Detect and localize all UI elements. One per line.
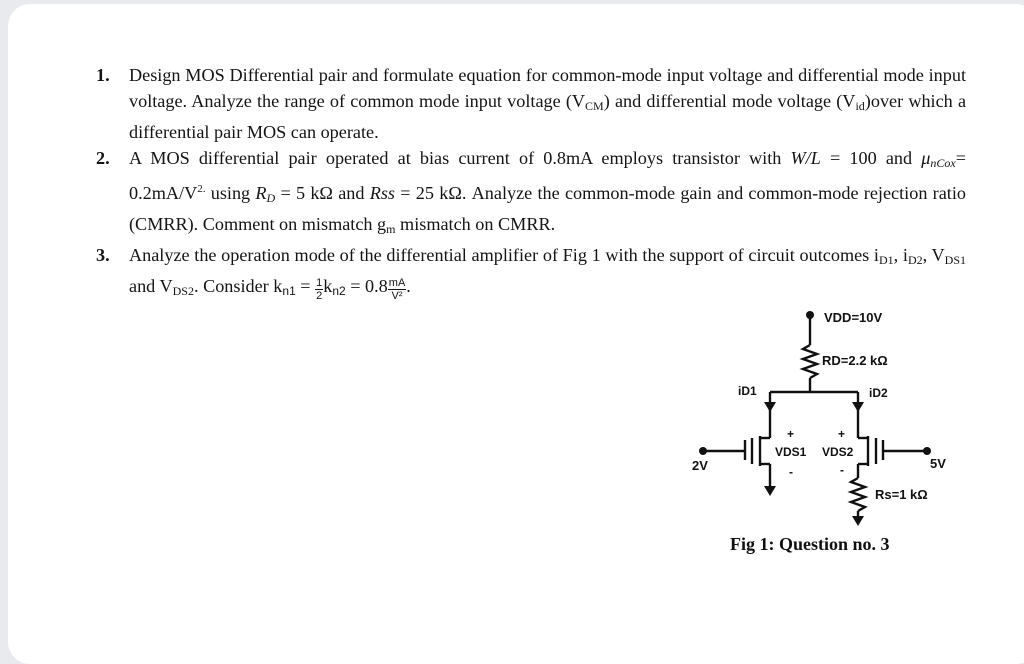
question-text: = 0.2mA/V	[129, 148, 967, 203]
figure-caption: Fig 1: Question no. 3	[730, 534, 890, 554]
question-text: .	[406, 276, 411, 296]
question-text: = 5 kΩ and	[280, 183, 365, 203]
question-number: 2.	[96, 148, 110, 168]
subscript: n1	[282, 284, 296, 298]
arrow-shafts	[770, 395, 858, 404]
question-text: = 0.8	[350, 276, 388, 296]
vin1-label: 2V	[692, 458, 708, 473]
question-text: = 100 and	[830, 148, 913, 168]
vds1-label: VDS1	[775, 445, 807, 459]
subscript: D	[266, 191, 276, 205]
question-text: . Consider k	[193, 276, 283, 296]
subscript: DS1	[944, 253, 967, 267]
fraction-numerator: mA	[388, 277, 406, 289]
vin1-terminal	[699, 447, 707, 455]
subscript: D2	[907, 253, 923, 267]
wl-symbol: W/L	[790, 148, 821, 168]
rd-resistor	[803, 345, 817, 378]
rd-label: RD=2.2 kΩ	[822, 353, 888, 368]
subscript: D1	[878, 253, 894, 267]
ground-arrow-icon	[852, 516, 864, 526]
vdd-terminal	[806, 311, 814, 319]
fraction-denominator: V²	[391, 290, 403, 302]
id1-label: iD1	[738, 384, 757, 398]
question-text: mismatch on CMRR.	[400, 214, 556, 234]
question-text: )over which a differential pair MOS can operate.	[129, 91, 967, 142]
subscript: CM	[585, 99, 604, 113]
question-text: , i	[893, 245, 908, 265]
vds2-label: VDS2	[822, 445, 854, 459]
subscript: DS2	[172, 284, 194, 298]
question-text: and V	[129, 276, 173, 296]
subscript: id	[855, 99, 865, 113]
vds2-minus: -	[840, 463, 844, 477]
vds2-plus: +	[838, 427, 846, 441]
vds1-plus: +	[787, 427, 795, 441]
question-text: Analyze the operation mode of the differential amplifier of Fig 1 with the support of circuit outcomes i	[129, 245, 879, 265]
fraction-numerator: 1	[316, 277, 323, 289]
question-text: using	[210, 183, 251, 203]
mu-symbol: μ	[921, 148, 931, 168]
rd-symbol: R	[255, 183, 267, 203]
rss-symbol: Rss	[369, 183, 395, 203]
vin2-terminal	[923, 447, 931, 455]
question-text: A MOS differential pair operated at bias current of 0.8mA employs transistor with	[129, 148, 782, 168]
question-number: 1.	[96, 65, 110, 85]
vin2-label: 5V	[930, 456, 946, 471]
vds1-minus: -	[789, 465, 793, 479]
question-number: 3.	[96, 245, 110, 265]
question-text: ) and differential mode voltage (V	[603, 91, 856, 111]
fraction-denominator: 2	[316, 290, 323, 302]
question-text: k	[323, 276, 333, 296]
subscript: nCox	[930, 156, 956, 170]
vdd-label: VDD=10V	[824, 310, 883, 325]
question-text: = 25 kΩ. Analyze the common-mode gain and common-mode rejection ratio (CMRR). Comment on mismatch g	[129, 183, 967, 234]
subscript: n2	[332, 284, 346, 298]
equals: =	[300, 276, 311, 296]
rs-label: Rs=1 kΩ	[875, 487, 928, 502]
subscript: m	[386, 222, 396, 236]
question-text: Design MOS Differential pair and formulate equation for common-mode input voltage and differential mode input voltage. Analyze the range of common mode input voltage (V	[129, 65, 966, 111]
superscript: 2.	[197, 183, 206, 195]
ground-arrow-icon	[764, 486, 776, 496]
rs-resistor	[851, 478, 865, 511]
id2-label: iD2	[869, 386, 888, 400]
question-text: , V	[922, 245, 945, 265]
